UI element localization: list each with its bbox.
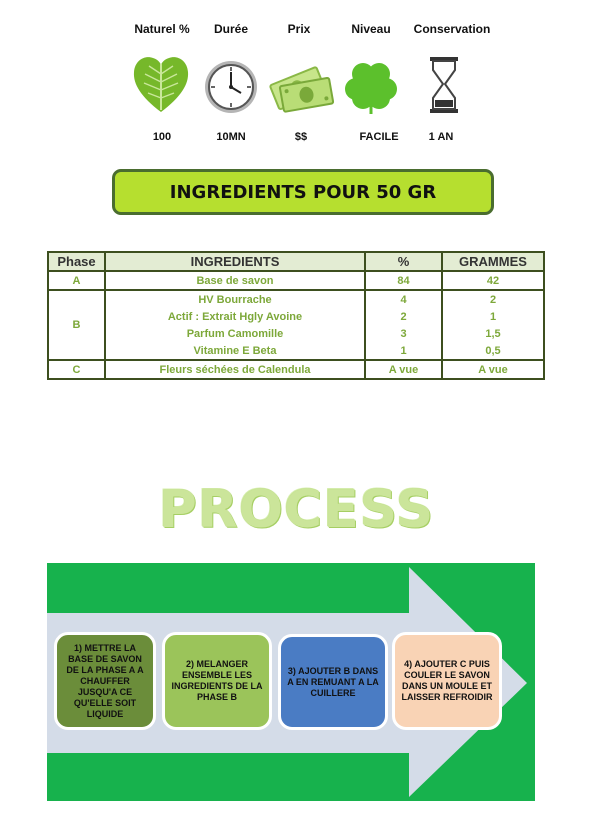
process-step-2: 2) MELANGER ENSEMBLE LES INGREDIENTS DE LA PHASE B <box>162 632 272 730</box>
naturel-header: Naturel % <box>134 22 190 36</box>
table-row <box>48 271 544 290</box>
grams-cell: 2 <box>442 290 544 308</box>
ingredient-cell: Base de savon <box>105 271 365 290</box>
prix-value: $$ <box>294 131 308 143</box>
table-row <box>48 360 544 379</box>
leaf-icon <box>131 52 191 114</box>
grams-cell: 42 <box>442 271 544 290</box>
conservation-header: Conservation <box>413 22 491 36</box>
percent-cell: 3 <box>365 325 442 342</box>
ingredient-cell: Vitamine E Beta <box>105 342 365 360</box>
grams-cell: A vue <box>442 360 544 379</box>
clover-icon <box>343 58 399 116</box>
table-row <box>48 342 544 360</box>
table-row <box>48 325 544 342</box>
table-header-row <box>48 252 544 271</box>
grams-column-header: GRAMMES <box>442 252 544 271</box>
niveau-header: Niveau <box>351 22 391 36</box>
phase-column-header: Phase <box>48 252 105 271</box>
percent-cell: A vue <box>365 360 442 379</box>
grams-cell: 0,5 <box>442 342 544 360</box>
percent-cell: 4 <box>365 290 442 308</box>
process-step-1: 1) METTRE LA BASE DE SAVON DE LA PHASE A A CHAUFFER JUSQU'A CE QU'ELLE SOIT LIQUIDE <box>54 632 156 730</box>
grams-cell: 1,5 <box>442 325 544 342</box>
process-step-3: 3) AJOUTER B DANS A EN REMUANT A LA CUILLERE <box>278 634 388 730</box>
phase-cell: C <box>48 360 105 379</box>
niveau-value: FACILE <box>359 131 399 143</box>
ingredients-table <box>47 251 545 380</box>
grams-cell: 1 <box>442 308 544 325</box>
phase-cell: A <box>48 271 105 290</box>
hourglass-icon <box>429 56 459 114</box>
ingredient-cell: Fleurs séchées de Calendula <box>105 360 365 379</box>
percent-column-header: % <box>365 252 442 271</box>
percent-cell: 2 <box>365 308 442 325</box>
prix-header: Prix <box>287 22 311 36</box>
table-row <box>48 308 544 325</box>
ingredient-cell: Actif : Extrait Hgly Avoine <box>105 308 365 325</box>
duree-value: 10MN <box>216 131 246 143</box>
phase-cell: B <box>48 290 105 360</box>
money-icon <box>265 60 337 116</box>
clock-icon <box>203 59 259 115</box>
percent-cell: 84 <box>365 271 442 290</box>
naturel-value: 100 <box>152 131 172 143</box>
ingredients-banner: INGREDIENTS POUR 50 GR <box>112 169 494 215</box>
ingredients-column-header: INGREDIENTS <box>105 252 365 271</box>
conservation-value: 1 AN <box>428 131 454 143</box>
duree-header: Durée <box>213 22 248 36</box>
table-row <box>48 290 544 308</box>
percent-cell: 1 <box>365 342 442 360</box>
process-step-4: 4) AJOUTER C PUIS COULER LE SAVON DANS UN MOULE ET LAISSER REFROIDIR <box>392 632 502 730</box>
ingredient-cell: HV Bourrache <box>105 290 365 308</box>
process-title: PROCESS <box>158 480 435 540</box>
ingredient-cell: Parfum Camomille <box>105 325 365 342</box>
